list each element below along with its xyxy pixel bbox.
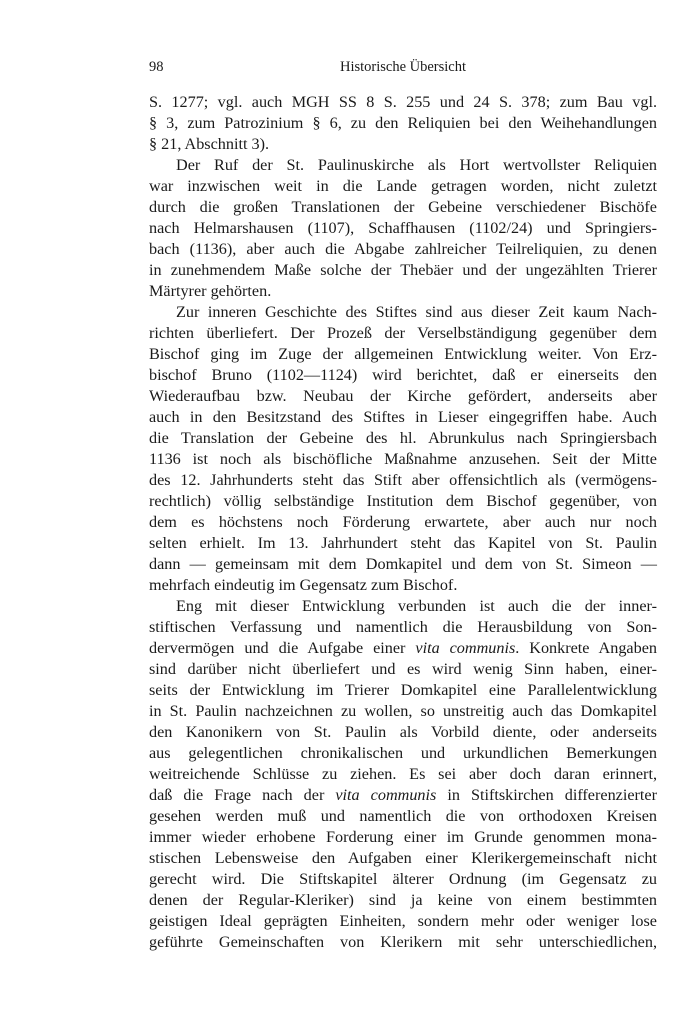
text-line: gerecht wird. Die Stiftskapitel älterer Ordnung (im Gegensatz zu [149, 870, 657, 888]
text-line: immer wieder erhobene Forderung einer im Grunde genommen mona- [149, 828, 657, 846]
text-line: durch die großen Translationen der Gebeine verschiedener Bischöfe [149, 198, 657, 216]
page-header [149, 57, 657, 77]
text-segment: dervermögen und die Aufgabe einer [149, 639, 416, 657]
text-line: Bischof ging im Zuge der allgemeinen Entwicklung weiter. Von Erz- [149, 345, 657, 363]
text-segment: daß die Frage nach der [149, 786, 336, 804]
text-line [149, 638, 657, 659]
running-title: Historische Übersicht [339, 59, 467, 75]
page-number: 98 [149, 59, 164, 75]
text-line: gesehen werden muß und namentlich die von orthodoxen Kreisen [149, 807, 657, 825]
text-line: seits der Entwicklung im Trierer Domkapitel eine Parallelentwicklung [149, 681, 657, 699]
text-line: bach (1136), aber auch die Abgabe zahlreicher Teilreliquien, zu denen [149, 240, 657, 258]
text-line: des 12. Jahrhunderts steht das Stift aber offensichtlich als (vermögens- [149, 471, 657, 489]
text-line: S. 1277; vgl. auch MGH SS 8 S. 255 und 24 S. 378; zum Bau vgl. [149, 93, 657, 111]
text-segment: in Stiftskirchen differenzierter [436, 786, 657, 804]
text-line: 1136 ist noch als bischöfliche Maßnahme anzusehen. Seit der Mitte [149, 450, 657, 468]
text-line: die Translation der Gebeine des hl. Abrunkulus nach Springiersbach [149, 429, 657, 447]
text-line: Eng mit dieser Entwicklung verbunden ist auch die der inner- [176, 597, 657, 615]
text-segment: . Konkrete Angaben [515, 639, 657, 657]
body-text [149, 92, 657, 953]
text-line: stiftischen Verfassung und namentlich die Herausbildung von Son- [149, 618, 657, 636]
text-line: nach Helmarshausen (1107), Schaffhausen (1102/24) und Springiers- [149, 219, 657, 237]
text-line: aus gelegentlichen chronikalischen und urkundlichen Bemerkungen [149, 744, 657, 762]
text-line: dem es höchstens noch Förderung erwartete, aber auch nur noch [149, 513, 657, 531]
text-line: Märtyrer gehörten. [149, 282, 272, 300]
text-line: Der Ruf der St. Paulinuskirche als Hort wertvollster Reliquien [176, 156, 657, 174]
text-line: Wiederaufbau bzw. Neubau der Kirche gefördert, anderseits aber [149, 387, 657, 405]
text-line: in zunehmendem Maße solche der Thebäer und der ungezählten Trierer [149, 261, 657, 279]
text-line: selten erhielt. Im 13. Jahrhundert steht das Kapitel von St. Paulin [149, 534, 657, 552]
text-line: § 21, Abschnitt 3). [149, 135, 270, 153]
text-line: geführte Gemeinschaften von Klerikern mit sehr unterschiedlichen, [149, 933, 657, 951]
text-line: den Kanonikern von St. Paulin als Vorbild diente, oder anderseits [149, 723, 657, 741]
text-line [149, 785, 657, 806]
text-line: stischen Lebensweise den Aufgaben einer Klerikergemeinschaft nicht [149, 849, 657, 867]
text-line: rechtlich) völlig selbständige Institution dem Bischof gegenüber, von [149, 492, 657, 510]
text-line: bischof Bruno (1102—1124) wird berichtet, daß er einerseits den [149, 366, 657, 384]
text-line: geistigen Ideal geprägten Einheiten, sondern mehr oder weniger lose [149, 912, 657, 930]
text-line: dann — gemeinsam mit dem Domkapitel und dem von St. Simeon — [149, 555, 657, 573]
italic-term: vita communis [415, 639, 516, 657]
text-line: § 3, zum Patrozinium § 6, zu den Reliquien bei den Weihehandlungen [149, 114, 657, 132]
text-line: Zur inneren Geschichte des Stiftes sind aus dieser Zeit kaum Nach- [176, 303, 657, 321]
text-line: weitreichende Schlüsse zu ziehen. Es sei aber doch daran erinnert, [149, 765, 657, 783]
italic-term: vita communis [335, 786, 437, 804]
text-line: auch in den Besitzstand des Stiftes in Lieser eingegriffen habe. Auch [149, 408, 657, 426]
text-line: mehrfach eindeutig im Gegensatz zum Bischof. [149, 576, 458, 594]
text-line: denen der Regular-Kleriker) sind ja keine von einem bestimmten [149, 891, 657, 909]
text-line: richten überliefert. Der Prozeß der Verselbständigung gegenüber dem [149, 324, 657, 342]
text-line: in St. Paulin nachzeichnen zu wollen, so unstreitig auch das Domkapitel [149, 702, 657, 720]
text-line: war inzwischen weit in die Lande getragen worden, nicht zuletzt [149, 177, 657, 195]
text-line: sind darüber nicht überliefert und es wird wenig Sinn haben, einer- [149, 660, 657, 678]
